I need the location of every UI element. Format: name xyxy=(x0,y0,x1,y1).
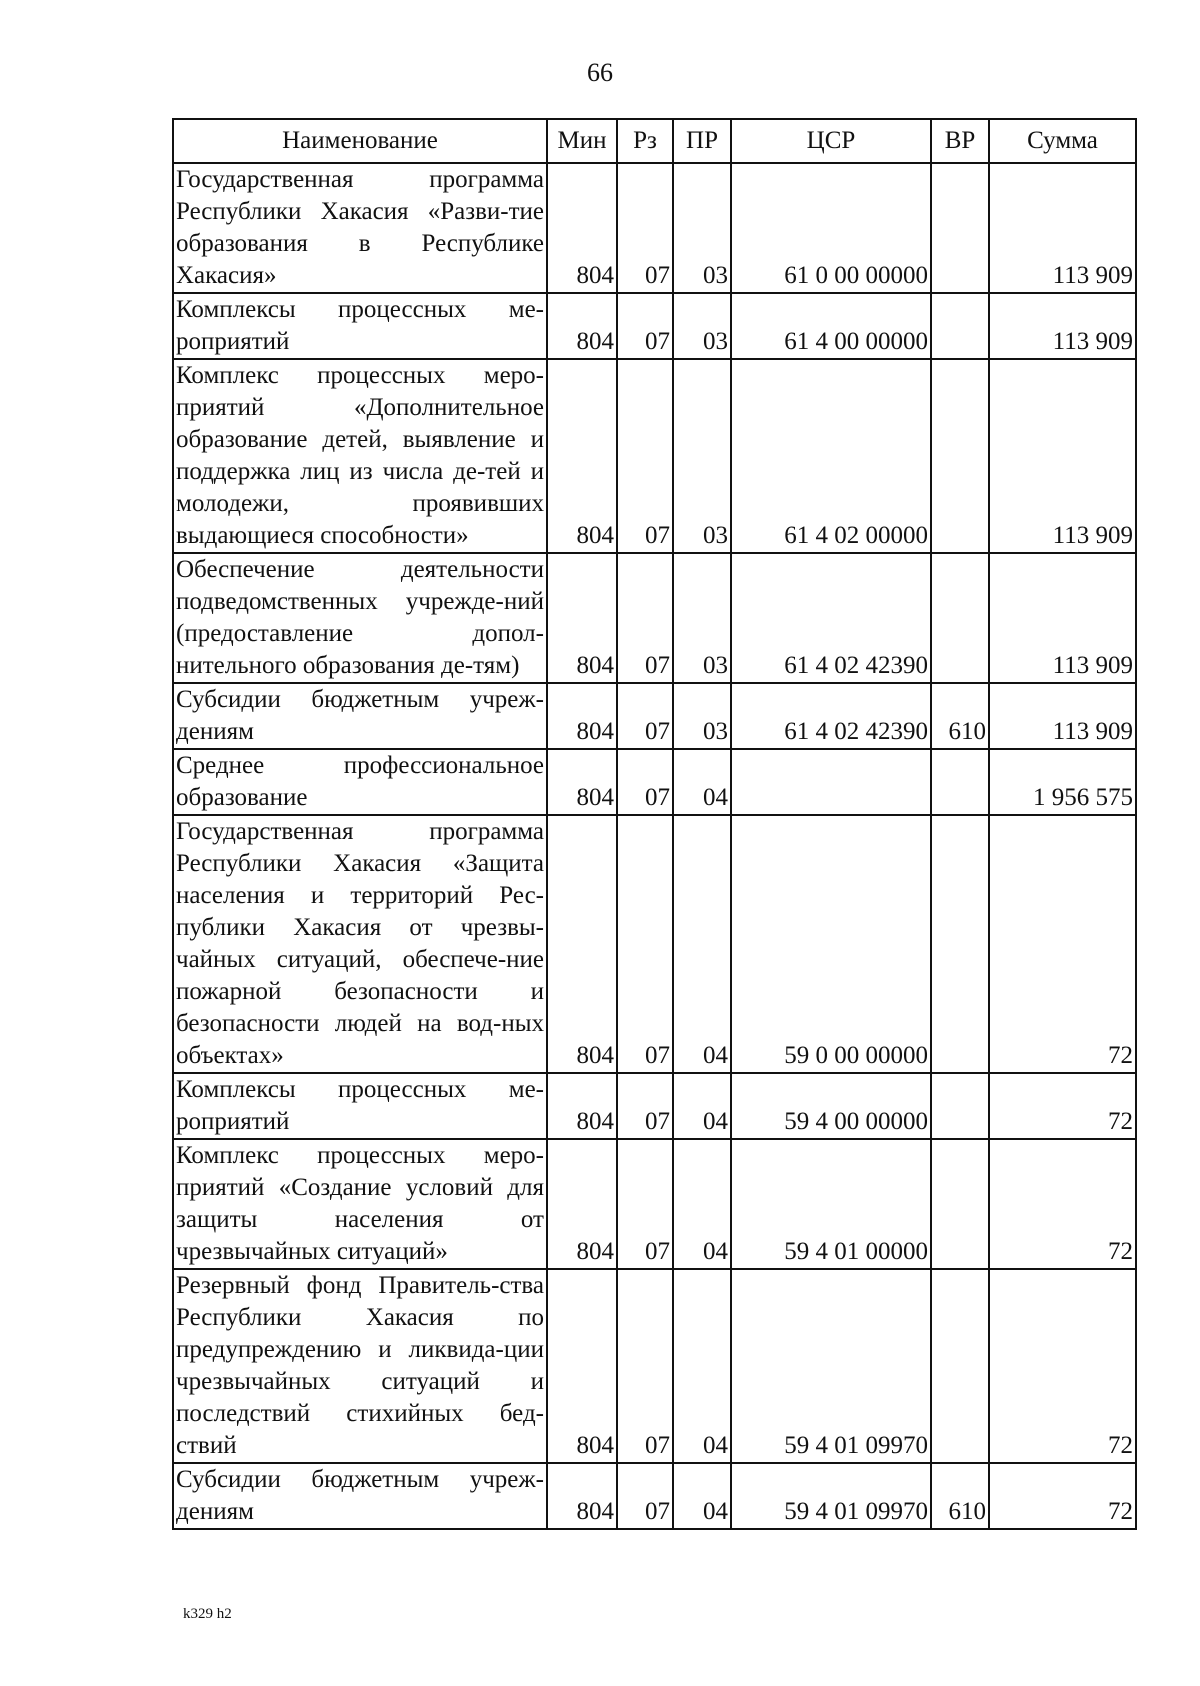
table-row xyxy=(173,749,1136,815)
row-name: Резервный фонд Правитель-ства Республики Хакасия по предупреждению и ликвида-ции чрезвычайных ситуаций и последствий стихийных бед-ствий xyxy=(173,1269,547,1463)
row-pr: 04 xyxy=(673,1073,731,1139)
row-name: Государственная программа Республики Хакасия «Разви-тие образования в Республике Хакасия» xyxy=(173,163,547,293)
row-min: 804 xyxy=(547,1269,617,1463)
row-name: Комплексы процессных ме-роприятий xyxy=(173,293,547,359)
row-name: Субсидии бюджетным учреж-дениям xyxy=(173,683,547,749)
row-vr xyxy=(931,553,989,683)
header-csr: ЦСР xyxy=(731,119,931,163)
header-min: Мин xyxy=(547,119,617,163)
table-header-row xyxy=(173,119,1136,163)
row-min: 804 xyxy=(547,1073,617,1139)
row-rz: 07 xyxy=(617,1139,673,1269)
table-row xyxy=(173,293,1136,359)
header-sum: Сумма xyxy=(989,119,1136,163)
footer-code: k329 h2 xyxy=(183,1606,232,1622)
row-sum: 113 909 xyxy=(989,293,1136,359)
row-pr: 04 xyxy=(673,1463,731,1529)
header-vr: ВР xyxy=(931,119,989,163)
budget-table xyxy=(172,118,1137,1530)
row-name: Комплексы процессных ме-роприятий xyxy=(173,1073,547,1139)
row-pr: 03 xyxy=(673,163,731,293)
row-sum: 72 xyxy=(989,815,1136,1073)
row-pr: 04 xyxy=(673,1139,731,1269)
row-min: 804 xyxy=(547,749,617,815)
page-number: 66 xyxy=(587,58,613,87)
row-sum: 72 xyxy=(989,1463,1136,1529)
row-pr: 03 xyxy=(673,553,731,683)
table-row xyxy=(173,683,1136,749)
table-row xyxy=(173,1269,1136,1463)
row-sum: 113 909 xyxy=(989,553,1136,683)
row-csr: 59 4 01 09970 xyxy=(731,1463,931,1529)
row-pr: 04 xyxy=(673,749,731,815)
row-rz: 07 xyxy=(617,359,673,553)
row-sum: 72 xyxy=(989,1139,1136,1269)
row-pr: 04 xyxy=(673,815,731,1073)
row-rz: 07 xyxy=(617,293,673,359)
row-sum: 113 909 xyxy=(989,359,1136,553)
row-vr xyxy=(931,1139,989,1269)
table-row xyxy=(173,359,1136,553)
header-rz: Рз xyxy=(617,119,673,163)
row-name: Комплекс процессных меро-приятий «Создание условий для защиты населения от чрезвычайных ситуаций» xyxy=(173,1139,547,1269)
row-sum: 72 xyxy=(989,1073,1136,1139)
row-pr: 03 xyxy=(673,293,731,359)
row-min: 804 xyxy=(547,163,617,293)
row-min: 804 xyxy=(547,553,617,683)
row-vr: 610 xyxy=(931,1463,989,1529)
row-name: Комплекс процессных меро-приятий «Дополнительное образование детей, выявление и поддержка лиц из числа де-тей и молодежи, проявивших выдающиеся способности» xyxy=(173,359,547,553)
row-sum: 113 909 xyxy=(989,683,1136,749)
row-rz: 07 xyxy=(617,1463,673,1529)
row-rz: 07 xyxy=(617,683,673,749)
row-vr xyxy=(931,749,989,815)
row-vr xyxy=(931,815,989,1073)
row-rz: 07 xyxy=(617,1073,673,1139)
row-min: 804 xyxy=(547,293,617,359)
row-vr xyxy=(931,1073,989,1139)
row-rz: 07 xyxy=(617,815,673,1073)
header-name: Наименование xyxy=(173,119,547,163)
row-rz: 07 xyxy=(617,163,673,293)
row-name: Государственная программа Республики Хакасия «Защита населения и территорий Рес-публики Хакасия от чрезвы-чайных ситуаций, обеспече-ние пожарной безопасности и безопасности людей на вод-ных объектах» xyxy=(173,815,547,1073)
table-row xyxy=(173,815,1136,1073)
row-vr: 610 xyxy=(931,683,989,749)
row-vr xyxy=(931,293,989,359)
row-csr: 59 4 01 09970 xyxy=(731,1269,931,1463)
row-sum: 113 909 xyxy=(989,163,1136,293)
row-min: 804 xyxy=(547,1463,617,1529)
table-row xyxy=(173,553,1136,683)
table-row xyxy=(173,163,1136,293)
header-pr: ПР xyxy=(673,119,731,163)
row-pr: 04 xyxy=(673,1269,731,1463)
row-csr: 59 4 00 00000 xyxy=(731,1073,931,1139)
row-csr xyxy=(731,749,931,815)
row-min: 804 xyxy=(547,815,617,1073)
row-name: Обеспечение деятельности подведомственных учрежде-ний (предоставление допол-нительного образования де-тям) xyxy=(173,553,547,683)
row-rz: 07 xyxy=(617,1269,673,1463)
row-name: Субсидии бюджетным учреж-дениям xyxy=(173,1463,547,1529)
row-pr: 03 xyxy=(673,683,731,749)
row-csr: 59 4 01 00000 xyxy=(731,1139,931,1269)
row-csr: 61 4 02 42390 xyxy=(731,553,931,683)
row-min: 804 xyxy=(547,1139,617,1269)
row-name: Среднее профессиональное образование xyxy=(173,749,547,815)
row-min: 804 xyxy=(547,359,617,553)
row-csr: 61 4 00 00000 xyxy=(731,293,931,359)
row-rz: 07 xyxy=(617,749,673,815)
row-pr: 03 xyxy=(673,359,731,553)
row-min: 804 xyxy=(547,683,617,749)
row-vr xyxy=(931,359,989,553)
row-sum: 1 956 575 xyxy=(989,749,1136,815)
table-row xyxy=(173,1073,1136,1139)
row-csr: 61 4 02 00000 xyxy=(731,359,931,553)
row-vr xyxy=(931,1269,989,1463)
row-sum: 72 xyxy=(989,1269,1136,1463)
table-row xyxy=(173,1463,1136,1529)
row-rz: 07 xyxy=(617,553,673,683)
row-csr: 61 4 02 42390 xyxy=(731,683,931,749)
row-vr xyxy=(931,163,989,293)
table-row xyxy=(173,1139,1136,1269)
row-csr: 61 0 00 00000 xyxy=(731,163,931,293)
row-csr: 59 0 00 00000 xyxy=(731,815,931,1073)
